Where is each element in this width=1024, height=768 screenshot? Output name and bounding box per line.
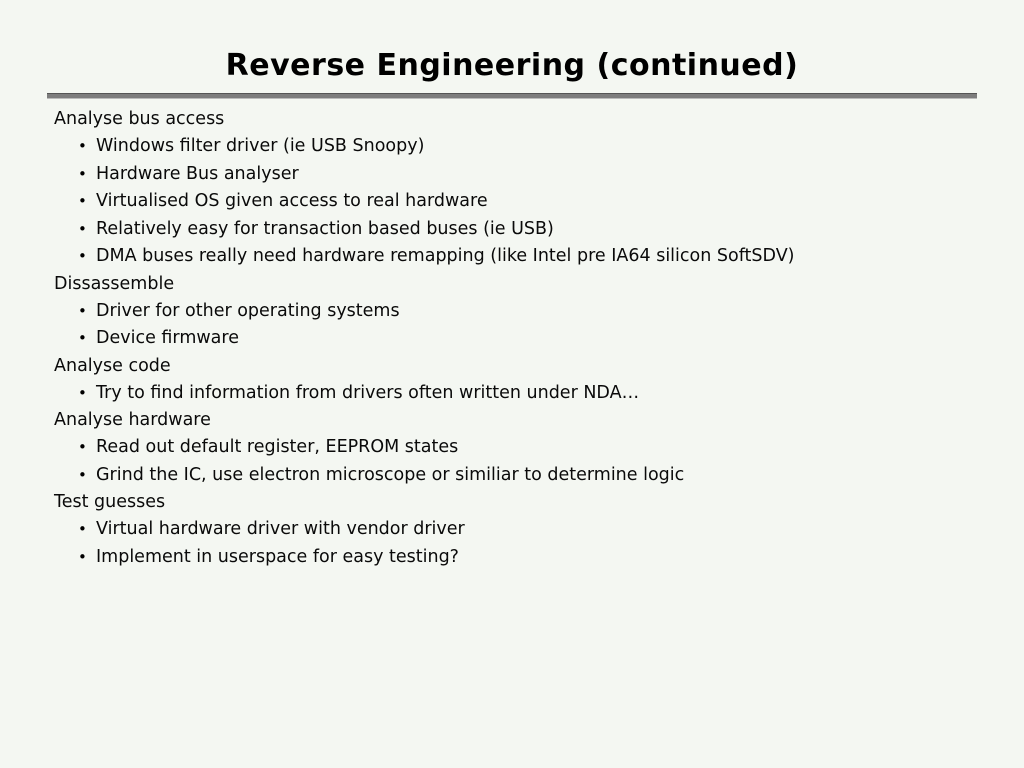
list-item <box>54 516 994 544</box>
list-item: Test guesses <box>54 492 166 512</box>
list-item-label: Relatively easy for transaction based buses (ie USB) <box>96 218 554 239</box>
bullet-icon: • <box>78 383 87 402</box>
list-item <box>54 161 994 189</box>
bullet-icon: • <box>78 547 87 566</box>
list-item-label: Virtual hardware driver with vendor driver <box>96 519 465 539</box>
bullet-icon: • <box>78 219 87 238</box>
list-item: Analyse code <box>54 355 171 376</box>
list-item <box>54 462 994 490</box>
bullet-icon: • <box>78 438 87 456</box>
bullet-icon: • <box>78 164 87 183</box>
list-item-label: Device firmware <box>96 328 239 348</box>
title-divider <box>47 93 977 99</box>
list-item <box>54 434 994 462</box>
list-item-label: Hardware Bus analyser <box>96 163 299 184</box>
list-item-label: Try to find information from drivers often written under NDA… <box>96 382 640 403</box>
bullet-icon: • <box>78 465 87 484</box>
list-item <box>54 380 994 408</box>
page-title: Reverse Engineering (continued) <box>225 48 799 83</box>
bullet-icon: • <box>78 192 87 210</box>
list-item-label: Implement in userspace for easy testing? <box>96 546 459 567</box>
list-item <box>54 325 994 353</box>
list-item: Analyse bus access <box>54 109 225 129</box>
list-item <box>54 188 994 216</box>
list-item-label: Grind the IC, use electron microscope or similiar to determine logic <box>96 464 685 485</box>
slide-body <box>54 106 994 571</box>
list-item-label: Windows filter driver (ie USB Snoopy) <box>96 136 425 156</box>
list-item-label: Virtualised OS given access to real hardware <box>96 191 488 211</box>
list-item <box>54 216 994 244</box>
list-item: Dissassemble <box>54 273 175 294</box>
bullet-icon: • <box>78 520 87 538</box>
bullet-icon: • <box>78 137 87 155</box>
list-item-label: DMA buses really need hardware remapping (like Intel pre IA64 silicon SoftSDV) <box>96 246 795 266</box>
list-item <box>54 544 994 572</box>
list-item-label: Driver for other operating systems <box>96 300 400 321</box>
list-item <box>54 243 994 271</box>
list-item <box>54 298 994 326</box>
bullet-icon: • <box>78 329 87 347</box>
list-item: Analyse hardware <box>54 410 211 430</box>
bullet-icon: • <box>78 247 87 265</box>
list-item-label: Read out default register, EEPROM states <box>96 437 459 457</box>
bullet-icon: • <box>78 301 87 320</box>
list-item <box>54 133 994 161</box>
